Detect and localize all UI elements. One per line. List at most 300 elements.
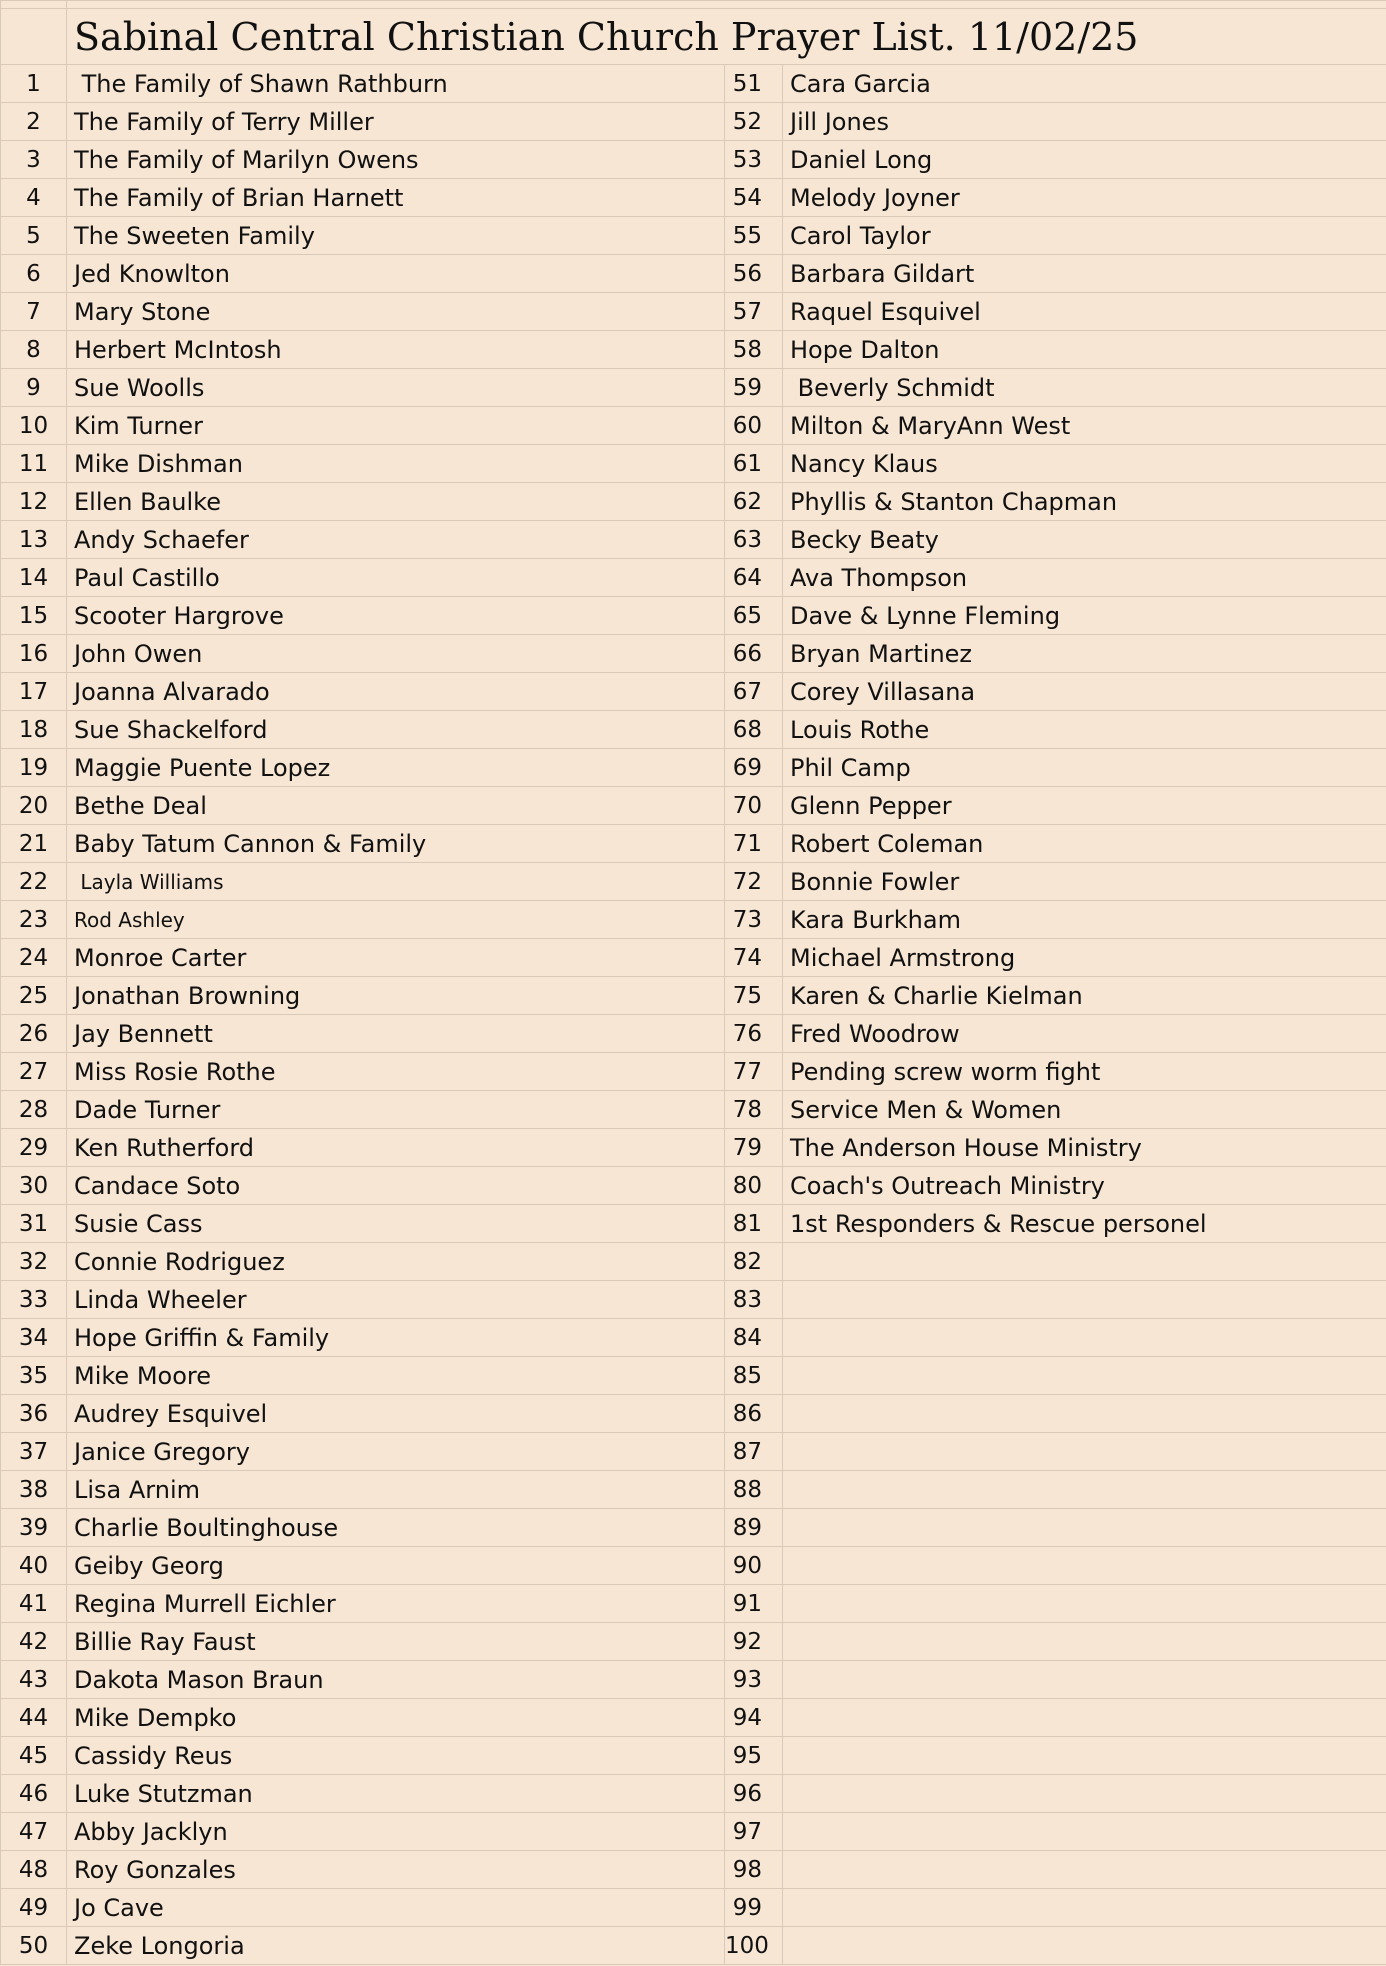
row-number-right[interactable]: 100 [725, 1927, 783, 1965]
row-number-right[interactable]: 82 [725, 1243, 783, 1281]
row-number-right[interactable]: 77 [725, 1053, 783, 1091]
table-row [1, 1623, 1386, 1661]
empty-cell[interactable] [663, 1851, 725, 1889]
row-number-left[interactable]: 25 [1, 977, 67, 1015]
row-number-left[interactable]: 42 [1, 1623, 67, 1661]
row-number-right[interactable]: 88 [725, 1471, 783, 1509]
prayer-name-left[interactable]: Mike Dishman [67, 445, 663, 483]
row-number-right[interactable]: 52 [725, 103, 783, 141]
prayer-name-right[interactable]: Nancy Klaus [783, 445, 1386, 483]
table-row [1, 141, 1386, 179]
prayer-name-left[interactable]: Jed Knowlton [67, 255, 663, 293]
table-row [1, 1053, 1386, 1091]
row-number-left[interactable]: 6 [1, 255, 67, 293]
empty-cell[interactable] [663, 1585, 725, 1623]
empty-cell[interactable] [663, 369, 725, 407]
prayer-name-right[interactable] [783, 1357, 1386, 1395]
table-row [1, 1129, 1386, 1167]
row-number-right[interactable]: 60 [725, 407, 783, 445]
row-number-left[interactable]: 47 [1, 1813, 67, 1851]
row-number-right[interactable]: 55 [725, 217, 783, 255]
prayer-name-left[interactable]: Lisa Arnim [67, 1471, 663, 1509]
prayer-name-right[interactable] [783, 1319, 1386, 1357]
cell[interactable] [663, 1, 725, 9]
header-strip-row [1, 1, 1386, 9]
cell[interactable] [67, 1, 663, 9]
row-number-right[interactable]: 86 [725, 1395, 783, 1433]
table-row [1, 293, 1386, 331]
prayer-name-left[interactable]: Linda Wheeler [67, 1281, 663, 1319]
row-number-left[interactable]: 49 [1, 1889, 67, 1927]
row-number-left[interactable]: 34 [1, 1319, 67, 1357]
row-number-right[interactable]: 68 [725, 711, 783, 749]
row-number-right[interactable]: 70 [725, 787, 783, 825]
empty-cell[interactable] [663, 1281, 725, 1319]
prayer-name-right[interactable] [783, 1585, 1386, 1623]
prayer-name-right[interactable]: Dave & Lynne Fleming [783, 597, 1386, 635]
empty-cell[interactable] [663, 1927, 725, 1965]
empty-cell[interactable] [663, 711, 725, 749]
prayer-name-right[interactable]: Louis Rothe [783, 711, 1386, 749]
row-number-right[interactable]: 67 [725, 673, 783, 711]
table-row [1, 1699, 1386, 1737]
table-row [1, 255, 1386, 293]
prayer-name-right[interactable] [783, 1547, 1386, 1585]
prayer-name-right[interactable]: Beverly Schmidt [783, 369, 1386, 407]
row-number-right[interactable]: 84 [725, 1319, 783, 1357]
prayer-name-left[interactable]: Billie Ray Faust [67, 1623, 663, 1661]
prayer-name-left[interactable]: Zeke Longoria [67, 1927, 663, 1965]
row-number-left[interactable]: 7 [1, 293, 67, 331]
prayer-name-right[interactable]: Fred Woodrow [783, 1015, 1386, 1053]
table-row [1, 1813, 1386, 1851]
row-number-left[interactable]: 5 [1, 217, 67, 255]
row-number-right[interactable]: 75 [725, 977, 783, 1015]
row-number-left[interactable]: 39 [1, 1509, 67, 1547]
prayer-name-left[interactable]: Layla Williams [67, 863, 663, 901]
row-number-right[interactable]: 80 [725, 1167, 783, 1205]
empty-cell[interactable] [663, 673, 725, 711]
prayer-name-right[interactable]: Raquel Esquivel [783, 293, 1386, 331]
row-number-left[interactable]: 43 [1, 1661, 67, 1699]
table-row [1, 179, 1386, 217]
table-row [1, 1433, 1386, 1471]
cell[interactable] [725, 1, 783, 9]
row-number-left[interactable]: 19 [1, 749, 67, 787]
row-number-left[interactable]: 13 [1, 521, 67, 559]
row-number-left[interactable]: 21 [1, 825, 67, 863]
row-number-right[interactable]: 51 [725, 65, 783, 103]
empty-cell[interactable] [663, 1167, 725, 1205]
empty-cell[interactable] [663, 635, 725, 673]
row-number-right[interactable]: 54 [725, 179, 783, 217]
row-number-right[interactable]: 64 [725, 559, 783, 597]
row-number-left[interactable]: 12 [1, 483, 67, 521]
prayer-name-left[interactable]: Susie Cass [67, 1205, 663, 1243]
empty-cell[interactable] [663, 521, 725, 559]
page-title[interactable]: Sabinal Central Christian Church Prayer List. 11/02/25 [67, 9, 1386, 65]
row-number-right[interactable]: 83 [725, 1281, 783, 1319]
table-row [1, 1737, 1386, 1775]
row-number-left[interactable]: 33 [1, 1281, 67, 1319]
prayer-name-left[interactable]: Geiby Georg [67, 1547, 663, 1585]
prayer-name-right[interactable]: Kara Burkham [783, 901, 1386, 939]
row-number-right[interactable]: 69 [725, 749, 783, 787]
row-number-right[interactable]: 98 [725, 1851, 783, 1889]
row-number-right[interactable]: 85 [725, 1357, 783, 1395]
empty-cell[interactable] [663, 293, 725, 331]
empty-cell[interactable] [663, 255, 725, 293]
row-number-right[interactable]: 63 [725, 521, 783, 559]
row-number-right[interactable]: 90 [725, 1547, 783, 1585]
empty-cell[interactable] [663, 65, 725, 103]
prayer-name-right[interactable] [783, 1889, 1386, 1927]
row-number-right[interactable]: 65 [725, 597, 783, 635]
empty-cell[interactable] [663, 1661, 725, 1699]
empty-cell[interactable] [663, 977, 725, 1015]
prayer-name-right[interactable]: Glenn Pepper [783, 787, 1386, 825]
row-number-left[interactable]: 3 [1, 141, 67, 179]
prayer-name-left[interactable]: Sue Shackelford [67, 711, 663, 749]
table-row [1, 787, 1386, 825]
prayer-name-left[interactable]: Herbert McIntosh [67, 331, 663, 369]
table-row [1, 939, 1386, 977]
prayer-name-right[interactable]: Melody Joyner [783, 179, 1386, 217]
prayer-name-left[interactable]: Audrey Esquivel [67, 1395, 663, 1433]
row-number-left[interactable]: 18 [1, 711, 67, 749]
empty-cell[interactable] [663, 825, 725, 863]
row-number-right[interactable]: 93 [725, 1661, 783, 1699]
table-row [1, 369, 1386, 407]
prayer-name-left[interactable]: Hope Griffin & Family [67, 1319, 663, 1357]
row-number-right[interactable]: 53 [725, 141, 783, 179]
title-row [1, 9, 1386, 65]
row-number-left[interactable]: 35 [1, 1357, 67, 1395]
prayer-name-left[interactable]: Miss Rosie Rothe [67, 1053, 663, 1091]
table-row [1, 1205, 1386, 1243]
empty-cell[interactable] [663, 1547, 725, 1585]
empty-cell[interactable] [663, 1813, 725, 1851]
empty-cell[interactable] [663, 749, 725, 787]
prayer-name-left[interactable]: Jay Bennett [67, 1015, 663, 1053]
empty-cell[interactable] [663, 1357, 725, 1395]
table-row [1, 483, 1386, 521]
prayer-name-right[interactable] [783, 1623, 1386, 1661]
row-number-right[interactable]: 97 [725, 1813, 783, 1851]
table-row [1, 749, 1386, 787]
row-number-left[interactable]: 24 [1, 939, 67, 977]
prayer-name-right[interactable]: Barbara Gildart [783, 255, 1386, 293]
prayer-name-left[interactable]: Maggie Puente Lopez [67, 749, 663, 787]
row-number-left[interactable]: 20 [1, 787, 67, 825]
prayer-name-right[interactable]: Daniel Long [783, 141, 1386, 179]
prayer-name-right[interactable]: Milton & MaryAnn West [783, 407, 1386, 445]
row-number-left[interactable]: 30 [1, 1167, 67, 1205]
row-number-left[interactable]: 22 [1, 863, 67, 901]
prayer-name-right[interactable] [783, 1509, 1386, 1547]
row-number-right[interactable]: 56 [725, 255, 783, 293]
empty-cell[interactable] [663, 1053, 725, 1091]
cell[interactable] [1, 1, 67, 9]
table-row [1, 331, 1386, 369]
prayer-name-right[interactable]: Coach's Outreach Ministry [783, 1167, 1386, 1205]
prayer-name-right[interactable]: 1st Responders & Rescue personel [783, 1205, 1386, 1243]
empty-cell[interactable] [663, 1433, 725, 1471]
table-row [1, 103, 1386, 141]
row-number-right[interactable]: 78 [725, 1091, 783, 1129]
row-number-left[interactable]: 1 [1, 65, 67, 103]
row-number-left[interactable]: 23 [1, 901, 67, 939]
table-row [1, 65, 1386, 103]
prayer-name-right[interactable]: Becky Beaty [783, 521, 1386, 559]
prayer-name-left[interactable]: Monroe Carter [67, 939, 663, 977]
prayer-name-left[interactable]: The Family of Shawn Rathburn [67, 65, 663, 103]
prayer-name-right[interactable] [783, 1813, 1386, 1851]
row-number-right[interactable]: 81 [725, 1205, 783, 1243]
table-row [1, 1319, 1386, 1357]
prayer-name-right[interactable] [783, 1433, 1386, 1471]
row-number-left[interactable]: 48 [1, 1851, 67, 1889]
table-row [1, 1167, 1386, 1205]
prayer-name-left[interactable]: Ellen Baulke [67, 483, 663, 521]
row-number-left[interactable]: 45 [1, 1737, 67, 1775]
row-number-left[interactable]: 32 [1, 1243, 67, 1281]
row-number-right[interactable]: 87 [725, 1433, 783, 1471]
prayer-name-left[interactable]: Jonathan Browning [67, 977, 663, 1015]
table-row [1, 597, 1386, 635]
row-number-left[interactable]: 28 [1, 1091, 67, 1129]
prayer-name-left[interactable]: Baby Tatum Cannon & Family [67, 825, 663, 863]
prayer-name-left[interactable]: Ken Rutherford [67, 1129, 663, 1167]
prayer-name-right[interactable]: Bryan Martinez [783, 635, 1386, 673]
row-number-right[interactable]: 66 [725, 635, 783, 673]
prayer-name-right[interactable]: Corey Villasana [783, 673, 1386, 711]
empty-cell[interactable] [663, 901, 725, 939]
table-row [1, 673, 1386, 711]
row-number-left[interactable]: 16 [1, 635, 67, 673]
prayer-name-left[interactable]: Connie Rodriguez [67, 1243, 663, 1281]
prayer-name-left[interactable]: Luke Stutzman [67, 1775, 663, 1813]
row-number-right[interactable]: 58 [725, 331, 783, 369]
prayer-name-right[interactable]: Service Men & Women [783, 1091, 1386, 1129]
empty-cell[interactable] [663, 1737, 725, 1775]
empty-cell[interactable] [663, 103, 725, 141]
prayer-name-right[interactable]: The Anderson House Ministry [783, 1129, 1386, 1167]
prayer-name-left[interactable]: Mike Moore [67, 1357, 663, 1395]
prayer-name-right[interactable]: Michael Armstrong [783, 939, 1386, 977]
prayer-name-right[interactable]: Phil Camp [783, 749, 1386, 787]
prayer-name-left[interactable]: The Family of Terry Miller [67, 103, 663, 141]
prayer-name-left[interactable]: John Owen [67, 635, 663, 673]
empty-cell[interactable] [663, 559, 725, 597]
prayer-name-right[interactable] [783, 1775, 1386, 1813]
row-number-left[interactable]: 50 [1, 1927, 67, 1965]
row-number-left[interactable]: 38 [1, 1471, 67, 1509]
prayer-name-left[interactable]: Kim Turner [67, 407, 663, 445]
prayer-name-right[interactable] [783, 1699, 1386, 1737]
empty-cell[interactable] [663, 1509, 725, 1547]
prayer-name-right[interactable]: Ava Thompson [783, 559, 1386, 597]
prayer-name-left[interactable]: Cassidy Reus [67, 1737, 663, 1775]
row-number-left[interactable]: 8 [1, 331, 67, 369]
prayer-name-left[interactable]: Abby Jacklyn [67, 1813, 663, 1851]
table-row [1, 407, 1386, 445]
table-row [1, 1775, 1386, 1813]
row-number-left[interactable]: 36 [1, 1395, 67, 1433]
prayer-name-left[interactable]: Mary Stone [67, 293, 663, 331]
prayer-name-right[interactable] [783, 1395, 1386, 1433]
prayer-name-right[interactable] [783, 1927, 1386, 1965]
empty-cell[interactable] [663, 1243, 725, 1281]
table-row [1, 1661, 1386, 1699]
prayer-name-left[interactable]: Bethe Deal [67, 787, 663, 825]
row-number-left[interactable]: 4 [1, 179, 67, 217]
empty-cell[interactable] [663, 1395, 725, 1433]
row-number-right[interactable]: 91 [725, 1585, 783, 1623]
row-number-left[interactable]: 15 [1, 597, 67, 635]
row-number-left[interactable]: 10 [1, 407, 67, 445]
empty-cell[interactable] [663, 407, 725, 445]
empty-cell[interactable] [663, 1091, 725, 1129]
empty-cell[interactable] [663, 217, 725, 255]
empty-cell[interactable] [663, 141, 725, 179]
prayer-name-left[interactable]: Dakota Mason Braun [67, 1661, 663, 1699]
empty-cell[interactable] [663, 1623, 725, 1661]
cell[interactable] [1, 9, 67, 65]
prayer-name-right[interactable] [783, 1661, 1386, 1699]
row-number-left[interactable]: 9 [1, 369, 67, 407]
empty-cell[interactable] [663, 1015, 725, 1053]
row-number-left[interactable]: 14 [1, 559, 67, 597]
table-row [1, 559, 1386, 597]
row-number-left[interactable]: 11 [1, 445, 67, 483]
row-number-left[interactable]: 29 [1, 1129, 67, 1167]
row-number-left[interactable]: 46 [1, 1775, 67, 1813]
prayer-name-right[interactable]: Pending screw worm fight [783, 1053, 1386, 1091]
table-row [1, 1927, 1386, 1965]
prayer-name-left[interactable]: Mike Dempko [67, 1699, 663, 1737]
prayer-name-left[interactable]: The Family of Marilyn Owens [67, 141, 663, 179]
prayer-name-right[interactable] [783, 1243, 1386, 1281]
prayer-name-right[interactable]: Cara Garcia [783, 65, 1386, 103]
table-row [1, 1509, 1386, 1547]
empty-cell[interactable] [663, 1319, 725, 1357]
empty-cell[interactable] [663, 597, 725, 635]
prayer-name-right[interactable]: Hope Dalton [783, 331, 1386, 369]
prayer-name-right[interactable] [783, 1851, 1386, 1889]
prayer-name-left[interactable]: The Family of Brian Harnett [67, 179, 663, 217]
row-number-right[interactable]: 79 [725, 1129, 783, 1167]
row-number-right[interactable]: 96 [725, 1775, 783, 1813]
row-number-right[interactable]: 99 [725, 1889, 783, 1927]
prayer-name-right[interactable]: Robert Coleman [783, 825, 1386, 863]
cell[interactable] [783, 1, 1386, 9]
empty-cell[interactable] [663, 179, 725, 217]
prayer-name-left[interactable]: Janice Gregory [67, 1433, 663, 1471]
row-number-left[interactable]: 2 [1, 103, 67, 141]
prayer-name-left[interactable]: Dade Turner [67, 1091, 663, 1129]
prayer-name-left[interactable]: Paul Castillo [67, 559, 663, 597]
row-number-left[interactable]: 41 [1, 1585, 67, 1623]
row-number-left[interactable]: 40 [1, 1547, 67, 1585]
prayer-name-left[interactable]: Sue Woolls [67, 369, 663, 407]
row-number-right[interactable]: 72 [725, 863, 783, 901]
empty-cell[interactable] [663, 445, 725, 483]
prayer-name-left[interactable]: Rod Ashley [67, 901, 663, 939]
prayer-name-left[interactable]: Jo Cave [67, 1889, 663, 1927]
row-number-right[interactable]: 95 [725, 1737, 783, 1775]
row-number-right[interactable]: 92 [725, 1623, 783, 1661]
prayer-name-left[interactable]: Roy Gonzales [67, 1851, 663, 1889]
table-row [1, 901, 1386, 939]
row-number-right[interactable]: 74 [725, 939, 783, 977]
table-row [1, 635, 1386, 673]
prayer-name-left[interactable]: Candace Soto [67, 1167, 663, 1205]
prayer-name-right[interactable]: Carol Taylor [783, 217, 1386, 255]
table-row [1, 1585, 1386, 1623]
row-number-right[interactable]: 94 [725, 1699, 783, 1737]
empty-cell[interactable] [663, 1889, 725, 1927]
prayer-name-right[interactable]: Jill Jones [783, 103, 1386, 141]
prayer-name-right[interactable]: Bonnie Fowler [783, 863, 1386, 901]
row-number-left[interactable]: 37 [1, 1433, 67, 1471]
table-row [1, 711, 1386, 749]
row-number-right[interactable]: 59 [725, 369, 783, 407]
prayer-name-right[interactable] [783, 1471, 1386, 1509]
row-number-right[interactable]: 76 [725, 1015, 783, 1053]
prayer-name-left[interactable]: Charlie Boultinghouse [67, 1509, 663, 1547]
row-number-right[interactable]: 89 [725, 1509, 783, 1547]
prayer-name-left[interactable]: Regina Murrell Eichler [67, 1585, 663, 1623]
prayer-name-right[interactable] [783, 1281, 1386, 1319]
empty-cell[interactable] [663, 483, 725, 521]
row-number-right[interactable]: 71 [725, 825, 783, 863]
table-row [1, 217, 1386, 255]
prayer-name-right[interactable] [783, 1737, 1386, 1775]
table-row [1, 1243, 1386, 1281]
row-number-left[interactable]: 31 [1, 1205, 67, 1243]
table-row [1, 521, 1386, 559]
empty-cell[interactable] [663, 1699, 725, 1737]
table-row [1, 1851, 1386, 1889]
table-row [1, 1889, 1386, 1927]
prayer-name-right[interactable]: Phyllis & Stanton Chapman [783, 483, 1386, 521]
table-row [1, 1395, 1386, 1433]
prayer-name-left[interactable]: Joanna Alvarado [67, 673, 663, 711]
table-row [1, 825, 1386, 863]
empty-cell[interactable] [663, 1775, 725, 1813]
empty-cell[interactable] [663, 939, 725, 977]
prayer-name-left[interactable]: The Sweeten Family [67, 217, 663, 255]
row-number-left[interactable]: 26 [1, 1015, 67, 1053]
row-number-right[interactable]: 57 [725, 293, 783, 331]
row-number-left[interactable]: 27 [1, 1053, 67, 1091]
empty-cell[interactable] [663, 1129, 725, 1167]
empty-cell[interactable] [663, 863, 725, 901]
empty-cell[interactable] [663, 1205, 725, 1243]
row-number-right[interactable]: 61 [725, 445, 783, 483]
empty-cell[interactable] [663, 1471, 725, 1509]
prayer-name-left[interactable]: Scooter Hargrove [67, 597, 663, 635]
prayer-name-left[interactable]: Andy Schaefer [67, 521, 663, 559]
row-number-left[interactable]: 17 [1, 673, 67, 711]
row-number-right[interactable]: 62 [725, 483, 783, 521]
empty-cell[interactable] [663, 331, 725, 369]
row-number-left[interactable]: 44 [1, 1699, 67, 1737]
empty-cell[interactable] [663, 787, 725, 825]
prayer-name-right[interactable]: Karen & Charlie Kielman [783, 977, 1386, 1015]
row-number-right[interactable]: 73 [725, 901, 783, 939]
